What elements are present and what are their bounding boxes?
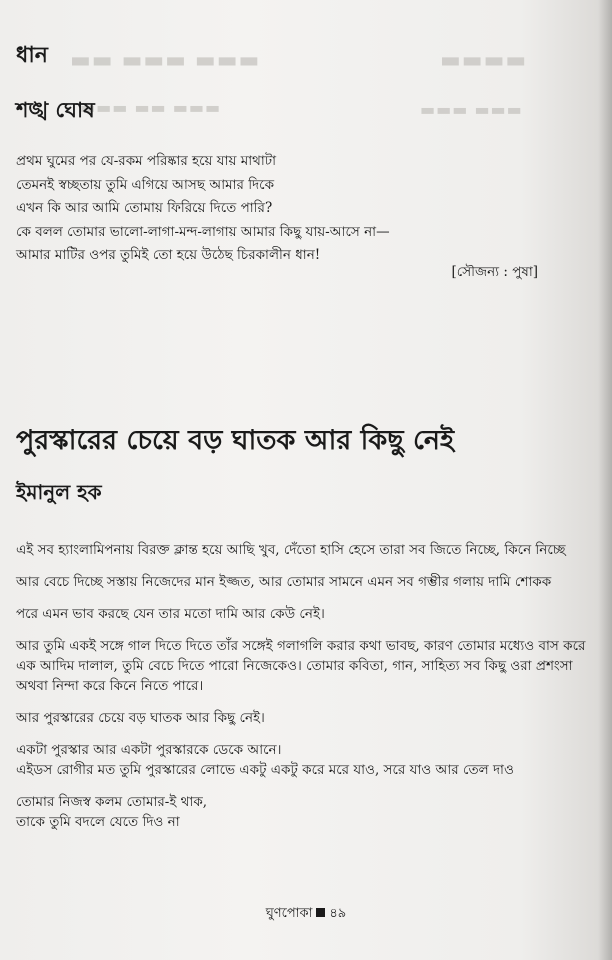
poem-line: তোমার নিজস্ব কলম তোমার-ই থাক, [16,794,208,810]
square-bullet-icon [316,908,325,917]
poem-body [16,540,591,844]
poem-line: আমার মাটির ওপর তুমিই তো হয়ে উঠেছ চিরকালীন ধান! [16,247,321,263]
poem-line: আর বেচে দিচ্ছে সস্তায় নিজেদের মান ইজ্জত, আর তোমার সামনে এমন সব গম্ভীর গলায় দামি শোকক [16,574,552,590]
poem-line: আর তুমি একই সঙ্গে গাল দিতে দিতে তাঁর সঙ্গেই গলাগলি করার কথা ভাবছ, কারণ তোমার মধ্যেও বাস করে এক আদিম দালাল, তুমি বেচে দিতে পারো নিজেকেও। তোমার কবিতা, গান, সাহিত্য সব কিছু ওরা প্রশংসা অথবা নিন্দা করে কিনে নিতে পারে। [16,638,586,694]
poem-line: একটা পুরস্কার আর একটা পুরস্কারকে ডেকে আনে। [16,742,282,758]
poem-body [16,150,586,268]
poem-line: প্রথম ঘুমের পর যে-রকম পরিষ্কার হয়ে যায় মাথাটা [16,153,277,169]
poem-stanza [16,540,591,560]
poem-title: পুরস্কারের চেয়ে বড় ঘাতক আর কিছু নেই [16,425,455,456]
bleed-through-text: ▬▬▬ ▬▬ ▬▬▬ [80,98,222,117]
poem-stanza [16,636,591,696]
poem-line: পরে এমন ভাব করছে যেন তার মতো দামি আর কেউ নেই। [16,606,325,622]
poem-stanza [16,572,591,592]
page-footer [0,904,612,925]
page-edge-shadow [598,0,612,960]
courtesy-note: [সৌজন্য : পুষা] [451,264,538,280]
poem-stanza [16,740,591,780]
poem-line: কে বলল তোমার ভালো-লাগা-মন্দ-লাগায় আমার কিছু যায়-আসে না— [16,223,390,240]
poem-author: শঙ্খ ঘোষ [16,98,95,122]
bleed-through-text: ▬▬ ▬▬▬ ▬▬▬ [70,48,261,73]
poem-line: তেমনই স্বচ্ছতায় তুমি এগিয়ে আসছ আমার দিকে [16,176,275,193]
poem-line: এখন কি আর আমি তোমায় ফিরিয়ে দিতে পারি? [16,200,273,216]
poem-line: এইডস রোগীর মত তুমি পুরস্কারের লোভে একটু একটু করে মরে যাও, সরে যাও আর তেল দাও [16,762,514,778]
page-number: ৪৯ [329,906,347,921]
poem-line: আর পুরস্কারের চেয়ে বড় ঘাতক আর কিছু নেই। [16,710,265,726]
poem-title: ধান [16,43,48,68]
poem-author: ইমানুল হক [16,480,102,504]
bleed-through-text: ▬▬▬▬ [440,48,528,73]
poem-stanza [16,604,591,624]
poem-line: তাকে তুমি বদলে যেতে দিও না [16,814,180,830]
poem-stanza [16,708,591,728]
bleed-through-text: ▬▬▬ ▬▬▬ [420,100,523,119]
poem-line: এই সব হ্যাংলামিপনায় বিরক্ত ক্লান্ত হয়ে আছি খুব, দেঁতো হাসি হেসে তারা সব জিতে নিচ্ছে, কিনে নিচ্ছে [16,542,566,558]
magazine-name: ঘুণপোকা [265,906,313,921]
poem-stanza [16,792,591,832]
